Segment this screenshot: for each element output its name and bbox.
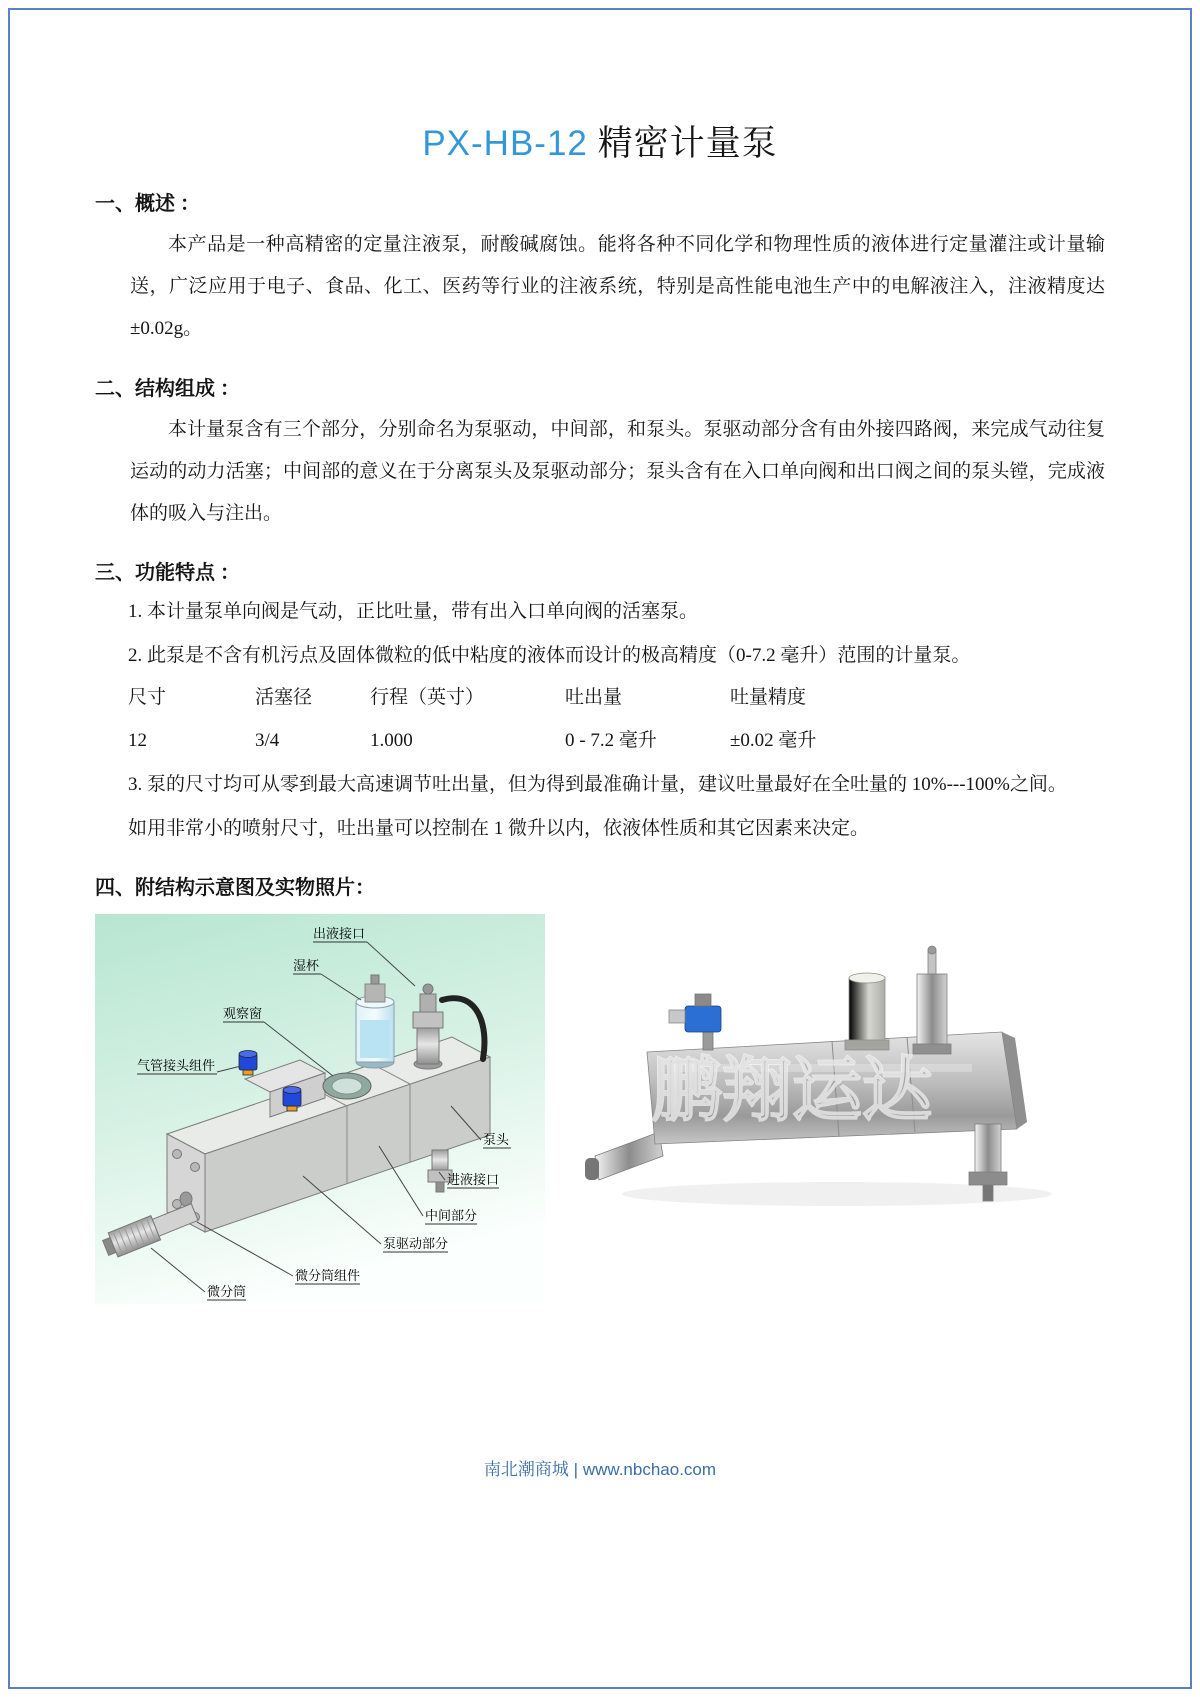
diagram-label: 泵驱动部分 — [383, 1236, 449, 1252]
photo-watermark: 鹏翔运达 — [652, 1051, 932, 1130]
spec-table-value-row — [128, 720, 1105, 762]
table-header-cell: 尺寸 — [128, 687, 167, 709]
matte-cylinder — [845, 973, 889, 1050]
content — [95, 188, 1105, 1304]
product-model: PX-HB-12 — [422, 124, 588, 163]
section-heading-figures: 四、附结构示意图及实物照片： — [95, 877, 375, 900]
product-name: 精密计量泵 — [587, 124, 778, 163]
section-heading-structure: 二、结构组成 ： — [95, 377, 240, 400]
footer-site-name: 南北潮商城 — [483, 1460, 569, 1479]
feature-item-1: 1. 本计量泵单向阀是气动，正比吐量，带有出入口单向阀的活塞泵。 — [128, 601, 699, 623]
footer-site-link[interactable]: www.nbchao.com — [582, 1460, 717, 1479]
diagram-label: 微分筒组件 — [295, 1268, 361, 1284]
fitting-collar — [287, 1106, 297, 1111]
section-heading-features: 三、功能特点 ： — [95, 562, 240, 585]
diagram-label: 中间部分 — [425, 1208, 478, 1224]
table-header-cell: 吐出量 — [565, 687, 623, 709]
table-cell: 3/4 — [255, 729, 280, 751]
diagram-label-group — [439, 1172, 499, 1188]
observation-window — [323, 1073, 371, 1099]
spec-table — [128, 677, 1105, 761]
table-header-cell: 活塞径 — [255, 687, 313, 709]
overview-paragraph: 本产品是一种高精密的定量注液泵，耐酸碱腐蚀。能将各种不同化学和物理性质的液体进行定量灌注或计量输送，广泛应用于电子、食品、化工、医药等行业的注液系统，特别是高性能电池生产中的电解液注入，注液精度达±0.02g。 — [130, 234, 1105, 340]
structure-diagram — [95, 914, 545, 1304]
footer-separator: | — [568, 1460, 583, 1479]
table-header-cell: 吐量精度 — [730, 687, 807, 709]
structure-paragraph: 本计量泵含有三个部分，分别命名为泵驱动，中间部，和泵头。泵驱动部分含有由外接四路阀，来完成气动往复运动的动力活塞；中间部的意义在于分离泵头及泵驱动部分；泵头含有在入口单向阀和出口阀之间的泵头镗，完成液体的吸入与注出。 — [130, 418, 1105, 524]
diagram-label: 进液接口 — [447, 1172, 500, 1188]
diagram-label: 观察窗 — [223, 1006, 263, 1022]
table-cell: 12 — [128, 729, 147, 751]
feature-note: 如用非常小的喷射尺寸，吐出量可以控制在 1 微升以内，依液体性质和其它因素来决定。 — [128, 817, 870, 839]
fitting-collar — [243, 1070, 253, 1075]
footer — [0, 1455, 1200, 1480]
diagram-label: 气管接头组件 — [137, 1058, 216, 1074]
table-cell: ±0.02 毫升 — [730, 729, 817, 751]
table-cell: 1.000 — [370, 729, 413, 751]
feature-item-2: 2. 此泵是不含有机污点及固体微粒的低中粘度的液体而设计的极高精度（0-7.2 毫升）范围的计量泵。 — [128, 645, 971, 667]
diagram-label: 泵头 — [483, 1132, 510, 1148]
blue-fitting-top — [283, 1087, 301, 1094]
spec-table-header-row — [128, 677, 1105, 719]
table-header-cell: 行程（英寸） — [370, 687, 485, 709]
diagram-label: 出液接口 — [313, 926, 366, 942]
blue-fitting-top — [239, 1051, 257, 1058]
diagram-label: 湿杯 — [293, 958, 320, 974]
table-cell: 0 - 7.2 毫升 — [565, 729, 657, 751]
feature-item-3: 3. 泵的尺寸均可从零到最大高速调节吐出量，但为得到最准确计量，建议吐量最好在全吐量的 10%---100%之间。 — [128, 773, 1067, 795]
figures-row — [95, 914, 1105, 1304]
page-title — [0, 0, 1200, 166]
product-photo — [577, 944, 1097, 1244]
section-heading-overview: 一、概述 ： — [95, 193, 200, 215]
diagram-label: 微分筒 — [207, 1284, 247, 1300]
